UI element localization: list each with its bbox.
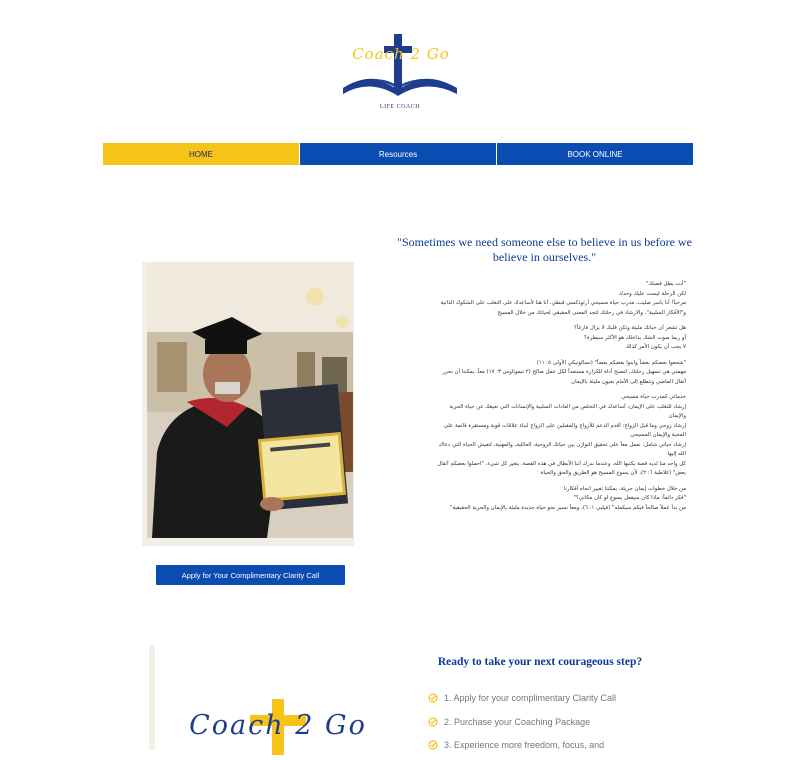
- text-line: كل واحد منا لديه قصة يكتبها الله، وعندما ندرك أننا الأبطال في هذه القصة، يتغير كل شيء. "احملوا بعضكم أثقال: [437, 460, 686, 467]
- text-line: مهمتي هي تسهيل رحلتك، لتصبح أداة للكرازة مستعداً لكل عمل صالح (٢ تيموثاوس ٣: ١٧) معاً، يمكننا أن نحرر: [442, 369, 686, 375]
- text-line: هل تشعر أن حياتك مليئة وتكن قلبك لا يزال فارغاً؟: [574, 325, 686, 331]
- bottom-logo-wordmark: Coach 2 Go: [189, 710, 367, 741]
- step-label: 3. Experience more freedom, focus, and: [444, 740, 605, 750]
- nav-home[interactable]: HOME: [103, 143, 299, 165]
- site-logo[interactable]: [335, 30, 465, 120]
- check-icon: [428, 717, 438, 727]
- text-line: إرشاد للتغلب على الإيمان: أساعدك في التخلص من العادات السلبية والإنسانات التي تعيقك عن حياة الحرية: [449, 403, 686, 410]
- hero-quote: "Sometimes we need someone else to believe in us before we believe in ourselves.": [397, 235, 692, 264]
- text-line: الله إليها: [667, 451, 686, 457]
- check-icon: [428, 693, 438, 703]
- cross-book-icon: [335, 30, 465, 110]
- main-nav: [103, 143, 693, 165]
- bottom-logo: [188, 695, 368, 755]
- step-label: 2. Purchase your Coaching Package: [444, 717, 591, 727]
- nav-book-online[interactable]: BOOK ONLINE: [496, 143, 693, 165]
- step-item: [428, 740, 604, 750]
- text-line: لا يجب أن يكون الأمر كذلك: [625, 344, 686, 350]
- text-line: إرشاد زوجي وما قبل الزواج: أقدم الدعم للأزواج والمقبلين على الزواج لبناء علاقات قوية ومستقرة قائمة على: [443, 422, 686, 429]
- text-line: إرشاد حياتي شامل: نعمل معاً على تحقيق التوازن بين حياتك الروحية، العائلية، والمهنية، لتعيش الحياة التي دعاك: [438, 441, 686, 448]
- nav-resources[interactable]: Resources: [299, 143, 496, 165]
- text-line: أو ربما صوت الشك بداخلك هو الأكثر سيطرة؟: [584, 334, 686, 341]
- text-line: مرحباً! أنا ياسر صليب، مدرب حياة مسيحي أرثوذكسي قبطي. أنا هنا لأساعدك على التغلب على الشكوك الذاتية: [440, 300, 686, 306]
- text-line: و"الأفكار السلبية"، والارشاد في رحلتك لتجد المعنى الحقيقي لحياتك من خلال المسيح: [497, 309, 686, 316]
- arabic-paragraph-3: [380, 359, 686, 388]
- arabic-paragraph-5: [380, 485, 686, 514]
- text-line: من خلال خطوات إيمان جريئة، يمكننا تغيير اتجاه أفكارنا: [563, 485, 686, 492]
- text-line: "شجعوا بعضكم بعضاً وابنوا بعضكم بعضاً" (تسالونيكي الأولى ٥: ١١): [536, 359, 686, 366]
- text-line: لكن الرحلة ليست عليك وحدك: [618, 290, 686, 297]
- step-item: [428, 717, 590, 727]
- arabic-body: [380, 280, 686, 519]
- text-line: من بدأ عملاً صالحاً فيكم سيكمله" (فيلبي ١: ٦)، ومعاً نسير نحو حياة جديدة مليئة بالإيمان والحرية الحقيقية": [449, 504, 686, 511]
- logo-tagline: LIFE COACH: [379, 104, 421, 110]
- arabic-paragraph-4: [380, 393, 686, 479]
- text-line: أثقال الماضي ونتطلع إلى الأمام بعيون مليئة بالإيمان: [571, 378, 686, 385]
- arabic-paragraph-2: [380, 324, 686, 353]
- text-line: خدماتي كمدرب حياة مسيحي: [621, 394, 686, 400]
- clarity-call-button[interactable]: Apply for Your Complimentary Clarity Call: [156, 565, 345, 585]
- arabic-paragraph-1: [380, 280, 686, 318]
- check-icon: [428, 740, 438, 750]
- section-accent-bar: [149, 645, 155, 750]
- text-line: بعض" (غلاطية ٦: ٢)، لأن يسوع المسيح هو الطريق والحق والحياة: [540, 470, 686, 476]
- text-line: المحبة والإيمان المسيحي: [630, 432, 686, 438]
- step-label: 1. Apply for your complimentary Clarity Call: [444, 693, 617, 703]
- step-item: [428, 693, 616, 703]
- text-line: "أنت بطل قصتك": [645, 281, 686, 287]
- coach-photo: [147, 262, 353, 538]
- text-line: والإيمان: [668, 413, 686, 419]
- next-step-title: Ready to take your next courageous step?: [437, 656, 643, 668]
- logo-wordmark: Coach 2 Go: [352, 45, 450, 63]
- text-line: "فكر دائماً: ماذا كان سيفعل يسوع لو كان مكاني؟": [573, 495, 686, 501]
